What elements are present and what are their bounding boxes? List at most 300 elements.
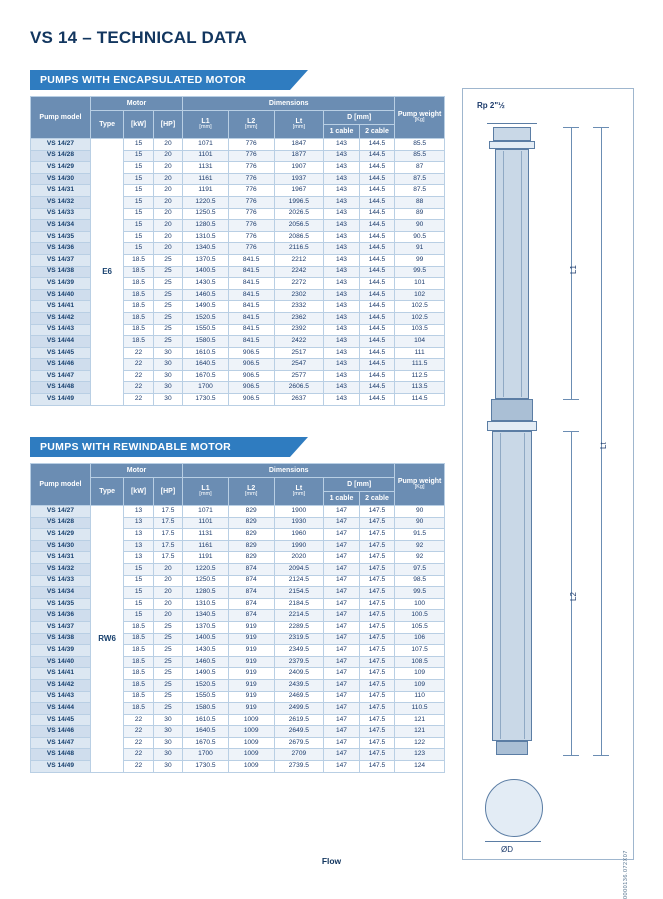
cell-l2: 776 (228, 208, 274, 220)
cell-l1: 1220.5 (183, 563, 229, 575)
cell-d-2cable: 147.5 (359, 703, 395, 715)
cell-d-2cable: 147.5 (359, 517, 395, 529)
cell-l2: 841.5 (228, 289, 274, 301)
motor-flange (487, 421, 537, 431)
th-l1-unit: [mm] (199, 124, 212, 131)
cell-d-2cable: 144.5 (359, 243, 395, 255)
cell-l1: 1101 (183, 517, 229, 529)
th-lt-text: Lt (295, 117, 303, 125)
cell-l2: 841.5 (228, 254, 274, 266)
cell-hp: 30 (153, 347, 182, 359)
table-header (31, 464, 445, 506)
cell-kw: 13 (124, 540, 153, 552)
cell-d-1cable: 147 (324, 610, 360, 622)
cell-d-1cable: 143 (324, 173, 360, 185)
cell-pump-model: VS 14/37 (31, 254, 91, 266)
cell-l2: 829 (228, 552, 274, 564)
cell-l1: 1730.5 (183, 761, 229, 773)
table-row (31, 139, 445, 151)
cell-lt: 2517 (274, 347, 324, 359)
cell-d-2cable: 147.5 (359, 714, 395, 726)
cell-pump-model: VS 14/43 (31, 691, 91, 703)
cell-lt: 2547 (274, 359, 324, 371)
cell-lt: 2392 (274, 324, 324, 336)
cell-l1: 1640.5 (183, 726, 229, 738)
cell-kw: 13 (124, 552, 153, 564)
cell-d-1cable: 143 (324, 289, 360, 301)
cell-d-1cable: 147 (324, 621, 360, 633)
cell-l1: 1220.5 (183, 196, 229, 208)
cell-l2: 829 (228, 540, 274, 552)
cell-pump-weight: 90 (395, 506, 445, 518)
cell-lt: 2409.5 (274, 668, 324, 680)
cell-pump-model: VS 14/29 (31, 529, 91, 541)
cell-d-1cable: 143 (324, 301, 360, 313)
dimension-label-l2: L2 (569, 592, 578, 601)
cell-pump-weight: 90 (395, 220, 445, 232)
dimension-label-lt: Lt (599, 442, 608, 449)
cell-pump-model: VS 14/28 (31, 517, 91, 529)
cell-l2: 919 (228, 645, 274, 657)
cell-lt: 2026.5 (274, 208, 324, 220)
cell-kw: 15 (124, 220, 153, 232)
cell-d-1cable: 147 (324, 563, 360, 575)
cell-pump-model: VS 14/40 (31, 656, 91, 668)
cell-d-1cable: 143 (324, 324, 360, 336)
cell-pump-model: VS 14/33 (31, 575, 91, 587)
table-header (31, 97, 445, 139)
cell-lt: 2422 (274, 336, 324, 348)
th-hp: [HP] (153, 111, 182, 139)
cell-kw: 22 (124, 370, 153, 382)
cell-hp: 25 (153, 324, 182, 336)
cell-lt: 2020 (274, 552, 324, 564)
cell-kw: 22 (124, 737, 153, 749)
cell-hp: 17.5 (153, 517, 182, 529)
cell-d-1cable: 143 (324, 185, 360, 197)
cell-pump-weight: 99.5 (395, 266, 445, 278)
cell-pump-weight: 102.5 (395, 312, 445, 324)
section-banner-rewindable: PUMPS WITH REWINDABLE MOTOR (30, 437, 290, 457)
cell-kw: 15 (124, 563, 153, 575)
cell-l1: 1340.5 (183, 243, 229, 255)
cell-d-1cable: 143 (324, 312, 360, 324)
cell-l1: 1700 (183, 749, 229, 761)
th-l2-unit: [mm] (244, 491, 258, 498)
cell-hp: 25 (153, 621, 182, 633)
cell-pump-model: VS 14/37 (31, 621, 91, 633)
cell-pump-weight: 123 (395, 749, 445, 761)
cell-hp: 20 (153, 243, 182, 255)
cell-d-1cable: 143 (324, 220, 360, 232)
cell-pump-model: VS 14/38 (31, 633, 91, 645)
cell-pump-weight: 104 (395, 336, 445, 348)
cell-lt: 2649.5 (274, 726, 324, 738)
cell-lt: 1877 (274, 150, 324, 162)
cell-pump-model: VS 14/46 (31, 359, 91, 371)
cell-kw: 18.5 (124, 266, 153, 278)
cell-l2: 1009 (228, 714, 274, 726)
cell-l1: 1340.5 (183, 610, 229, 622)
dimension-line-lt (601, 127, 602, 755)
cell-l1: 1520.5 (183, 312, 229, 324)
cell-d-2cable: 144.5 (359, 382, 395, 394)
section-banner-encapsulated: PUMPS WITH ENCAPSULATED MOTOR (30, 70, 290, 90)
cell-hp: 17.5 (153, 540, 182, 552)
cell-l1: 1071 (183, 139, 229, 151)
cell-hp: 20 (153, 150, 182, 162)
dimension-tick-lt-top (593, 127, 609, 128)
pump-stages-body (495, 149, 529, 399)
cell-d-1cable: 147 (324, 529, 360, 541)
cell-d-2cable: 147.5 (359, 691, 395, 703)
cell-l1: 1101 (183, 150, 229, 162)
cell-lt: 2349.5 (274, 645, 324, 657)
th-dimensions: Dimensions (183, 97, 395, 111)
th-pump-weight-unit: [Kg] (414, 484, 425, 491)
cell-hp: 30 (153, 394, 182, 406)
cell-pump-model: VS 14/48 (31, 382, 91, 394)
page-title: VS 14 – TECHNICAL DATA (30, 28, 247, 47)
cell-hp: 25 (153, 645, 182, 657)
cell-hp: 20 (153, 563, 182, 575)
cell-hp: 20 (153, 575, 182, 587)
diameter-dim-line (485, 841, 541, 842)
dimension-label-l1: L1 (569, 265, 578, 274)
cell-motor-type: E6 (90, 139, 123, 406)
th-kw: [kW] (124, 478, 153, 506)
cell-pump-model: VS 14/46 (31, 726, 91, 738)
cell-lt: 1847 (274, 139, 324, 151)
cell-kw: 18.5 (124, 703, 153, 715)
cell-kw: 15 (124, 173, 153, 185)
cell-l2: 874 (228, 610, 274, 622)
th-lt (274, 111, 324, 139)
cell-kw: 15 (124, 139, 153, 151)
cell-l2: 829 (228, 529, 274, 541)
cell-kw: 15 (124, 610, 153, 622)
th-1-cable: 1 cable (324, 125, 360, 139)
cell-pump-model: VS 14/47 (31, 737, 91, 749)
cell-l2: 841.5 (228, 336, 274, 348)
cell-l2: 874 (228, 598, 274, 610)
cell-hp: 20 (153, 173, 182, 185)
cell-pump-model: VS 14/36 (31, 610, 91, 622)
cell-d-1cable: 147 (324, 633, 360, 645)
cell-kw: 15 (124, 598, 153, 610)
cell-hp: 25 (153, 301, 182, 313)
cell-pump-weight: 108.5 (395, 656, 445, 668)
cell-d-2cable: 144.5 (359, 394, 395, 406)
cell-l2: 776 (228, 243, 274, 255)
cell-d-2cable: 147.5 (359, 633, 395, 645)
cell-kw: 22 (124, 382, 153, 394)
cell-pump-model: VS 14/44 (31, 336, 91, 348)
cell-d-2cable: 144.5 (359, 370, 395, 382)
th-lt (274, 478, 324, 506)
technical-drawing-panel (462, 88, 634, 899)
cell-l2: 906.5 (228, 394, 274, 406)
cell-lt: 2469.5 (274, 691, 324, 703)
cell-kw: 22 (124, 359, 153, 371)
cell-l2: 841.5 (228, 266, 274, 278)
cell-hp: 25 (153, 668, 182, 680)
cell-l2: 841.5 (228, 324, 274, 336)
cell-kw: 18.5 (124, 633, 153, 645)
cell-l1: 1191 (183, 552, 229, 564)
cell-kw: 18.5 (124, 289, 153, 301)
cell-d-1cable: 143 (324, 254, 360, 266)
cell-lt: 2154.5 (274, 587, 324, 599)
dimension-tick-lt-bottom (593, 755, 609, 756)
cell-pump-model: VS 14/43 (31, 324, 91, 336)
cell-d-2cable: 147.5 (359, 587, 395, 599)
cell-d-2cable: 144.5 (359, 347, 395, 359)
th-pump-weight-text: Pump weight (397, 477, 442, 485)
cell-l2: 841.5 (228, 312, 274, 324)
cell-d-2cable: 144.5 (359, 359, 395, 371)
cell-l1: 1520.5 (183, 679, 229, 691)
cell-l2: 776 (228, 150, 274, 162)
cell-pump-model: VS 14/49 (31, 761, 91, 773)
suction-interconnector (491, 399, 533, 421)
cell-pump-model: VS 14/34 (31, 587, 91, 599)
cell-kw: 18.5 (124, 679, 153, 691)
cell-d-2cable: 147.5 (359, 563, 395, 575)
th-pump-weight-text: Pump weight (397, 110, 442, 118)
table-body (31, 139, 445, 406)
cell-pump-weight: 111 (395, 347, 445, 359)
cell-lt: 2242 (274, 266, 324, 278)
cell-d-1cable: 147 (324, 714, 360, 726)
cell-pump-model: VS 14/39 (31, 645, 91, 657)
cell-l1: 1191 (183, 185, 229, 197)
cell-lt: 2212 (274, 254, 324, 266)
cell-l1: 1250.5 (183, 208, 229, 220)
cell-hp: 30 (153, 726, 182, 738)
cell-l2: 919 (228, 679, 274, 691)
motor-detail-line-1 (500, 433, 501, 739)
cell-l2: 776 (228, 185, 274, 197)
cell-kw: 13 (124, 517, 153, 529)
cell-d-1cable: 147 (324, 703, 360, 715)
cell-l1: 1610.5 (183, 347, 229, 359)
cell-d-2cable: 144.5 (359, 196, 395, 208)
th-type: Type (90, 111, 123, 139)
cell-d-1cable: 147 (324, 679, 360, 691)
cell-l1: 1490.5 (183, 301, 229, 313)
cell-d-1cable: 143 (324, 382, 360, 394)
cell-d-1cable: 143 (324, 150, 360, 162)
cell-hp: 25 (153, 703, 182, 715)
cell-l1: 1550.5 (183, 691, 229, 703)
th-l2 (228, 111, 274, 139)
cell-d-1cable: 147 (324, 552, 360, 564)
th-l2-text: L2 (247, 117, 256, 125)
cell-pump-model: VS 14/30 (31, 540, 91, 552)
th-2-cable: 2 cable (359, 492, 395, 506)
cell-pump-model: VS 14/48 (31, 749, 91, 761)
cell-lt: 2184.5 (274, 598, 324, 610)
cell-hp: 20 (153, 610, 182, 622)
table-body (31, 506, 445, 773)
cell-lt: 2214.5 (274, 610, 324, 622)
cell-kw: 18.5 (124, 691, 153, 703)
cell-d-1cable: 143 (324, 347, 360, 359)
cell-lt: 2637 (274, 394, 324, 406)
cell-pump-weight: 111.5 (395, 359, 445, 371)
cell-pump-weight: 102 (395, 289, 445, 301)
cell-kw: 18.5 (124, 621, 153, 633)
cell-pump-model: VS 14/33 (31, 208, 91, 220)
cell-kw: 18.5 (124, 656, 153, 668)
cell-pump-model: VS 14/41 (31, 301, 91, 313)
cell-hp: 30 (153, 382, 182, 394)
cell-lt: 2709 (274, 749, 324, 761)
cell-hp: 30 (153, 761, 182, 773)
cell-l2: 906.5 (228, 347, 274, 359)
cell-d-1cable: 147 (324, 575, 360, 587)
cell-pump-weight: 121 (395, 726, 445, 738)
th-d: D [mm] (324, 111, 395, 125)
cell-lt: 2577 (274, 370, 324, 382)
cell-pump-model: VS 14/49 (31, 394, 91, 406)
cell-l2: 841.5 (228, 278, 274, 290)
cell-d-2cable: 144.5 (359, 220, 395, 232)
cell-pump-model: VS 14/34 (31, 220, 91, 232)
cell-d-1cable: 147 (324, 761, 360, 773)
th-motor: Motor (90, 464, 182, 478)
cell-pump-weight: 113.5 (395, 382, 445, 394)
cell-lt: 1937 (274, 173, 324, 185)
th-pump-weight (395, 464, 445, 506)
cell-pump-weight: 109 (395, 668, 445, 680)
cell-d-2cable: 144.5 (359, 324, 395, 336)
cell-pump-model: VS 14/36 (31, 243, 91, 255)
cell-pump-weight: 110 (395, 691, 445, 703)
cell-hp: 20 (153, 231, 182, 243)
cell-l1: 1700 (183, 382, 229, 394)
cell-lt: 2362 (274, 312, 324, 324)
cell-l2: 776 (228, 162, 274, 174)
drawing-code: 0000136.072X07 (623, 850, 629, 899)
cell-kw: 22 (124, 347, 153, 359)
discharge-flange (489, 141, 535, 149)
cell-l2: 1009 (228, 761, 274, 773)
cell-pump-model: VS 14/45 (31, 347, 91, 359)
cell-d-1cable: 143 (324, 394, 360, 406)
cell-l1: 1400.5 (183, 266, 229, 278)
cell-d-1cable: 147 (324, 506, 360, 518)
cell-pump-weight: 102.5 (395, 301, 445, 313)
cell-l1: 1460.5 (183, 656, 229, 668)
top-dim-line (487, 123, 537, 124)
th-motor: Motor (90, 97, 182, 111)
cell-kw: 18.5 (124, 336, 153, 348)
cell-pump-weight: 98.5 (395, 575, 445, 587)
cell-kw: 15 (124, 243, 153, 255)
cell-l1: 1310.5 (183, 598, 229, 610)
cell-l1: 1670.5 (183, 370, 229, 382)
cell-pump-model: VS 14/42 (31, 679, 91, 691)
cell-pump-model: VS 14/47 (31, 370, 91, 382)
cell-pump-weight: 87.5 (395, 173, 445, 185)
cell-pump-weight: 114.5 (395, 394, 445, 406)
cell-pump-model: VS 14/31 (31, 185, 91, 197)
cell-pump-weight: 90 (395, 517, 445, 529)
cell-d-1cable: 147 (324, 668, 360, 680)
cell-kw: 18.5 (124, 254, 153, 266)
cell-kw: 15 (124, 196, 153, 208)
cell-pump-model: VS 14/41 (31, 668, 91, 680)
cell-pump-weight: 99.5 (395, 587, 445, 599)
cell-hp: 20 (153, 208, 182, 220)
cell-hp: 25 (153, 278, 182, 290)
cell-hp: 20 (153, 185, 182, 197)
cell-pump-weight: 103.5 (395, 324, 445, 336)
th-hp: [HP] (153, 478, 182, 506)
cell-l1: 1610.5 (183, 714, 229, 726)
cell-pump-weight: 87.5 (395, 185, 445, 197)
stage-detail-line-1 (503, 151, 504, 397)
cell-kw: 22 (124, 714, 153, 726)
cell-hp: 20 (153, 162, 182, 174)
cell-d-2cable: 144.5 (359, 289, 395, 301)
stage-detail-line-2 (521, 151, 522, 397)
cell-d-1cable: 147 (324, 645, 360, 657)
cell-l2: 776 (228, 173, 274, 185)
cell-pump-model: VS 14/44 (31, 703, 91, 715)
cell-d-1cable: 147 (324, 656, 360, 668)
cell-l1: 1280.5 (183, 220, 229, 232)
cell-l1: 1370.5 (183, 254, 229, 266)
cell-l1: 1580.5 (183, 336, 229, 348)
cell-pump-weight: 110.5 (395, 703, 445, 715)
cell-hp: 20 (153, 196, 182, 208)
cell-l2: 1009 (228, 737, 274, 749)
cell-d-2cable: 147.5 (359, 506, 395, 518)
cell-d-2cable: 147.5 (359, 645, 395, 657)
cell-d-2cable: 147.5 (359, 761, 395, 773)
cell-d-2cable: 144.5 (359, 312, 395, 324)
cell-d-2cable: 147.5 (359, 679, 395, 691)
cell-hp: 17.5 (153, 552, 182, 564)
cell-hp: 20 (153, 220, 182, 232)
cell-l1: 1071 (183, 506, 229, 518)
cell-hp: 30 (153, 749, 182, 761)
th-l1-text: L1 (201, 484, 210, 492)
th-pump-weight (395, 97, 445, 139)
cell-lt: 2086.5 (274, 231, 324, 243)
cell-d-2cable: 147.5 (359, 575, 395, 587)
cell-pump-model: VS 14/28 (31, 150, 91, 162)
cell-l2: 874 (228, 563, 274, 575)
cell-kw: 22 (124, 726, 153, 738)
cell-lt: 2094.5 (274, 563, 324, 575)
cell-d-1cable: 147 (324, 691, 360, 703)
cell-pump-weight: 100.5 (395, 610, 445, 622)
cell-kw: 15 (124, 162, 153, 174)
cell-d-2cable: 144.5 (359, 208, 395, 220)
cell-d-1cable: 143 (324, 231, 360, 243)
cell-kw: 18.5 (124, 312, 153, 324)
cell-l2: 776 (228, 139, 274, 151)
cell-kw: 18.5 (124, 668, 153, 680)
th-pump-weight-unit: [Kg] (414, 117, 425, 124)
cell-kw: 15 (124, 587, 153, 599)
cell-hp: 20 (153, 139, 182, 151)
cell-d-1cable: 143 (324, 196, 360, 208)
